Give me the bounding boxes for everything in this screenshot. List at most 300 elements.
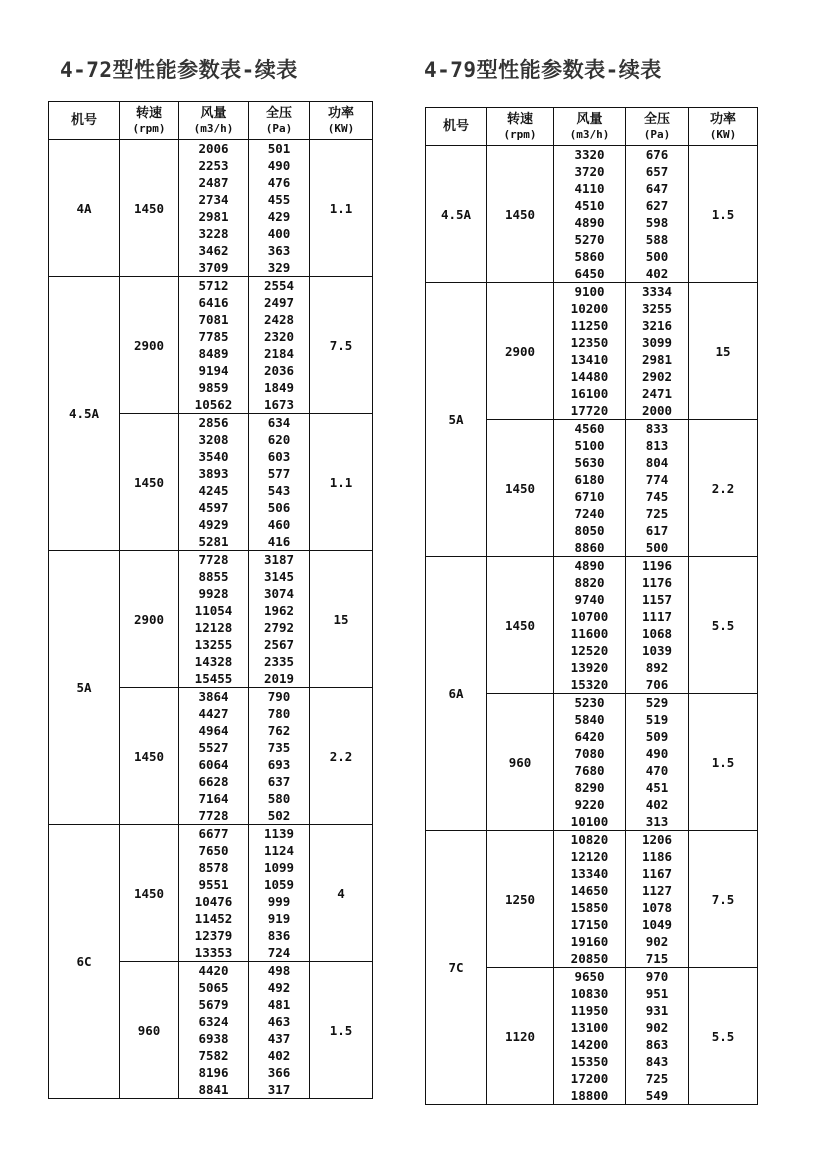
- pressure-value: 1849: [263, 380, 295, 395]
- flow-value: 6450: [574, 266, 605, 281]
- table-row: [426, 831, 758, 968]
- pressure-value: 501: [267, 141, 291, 156]
- flow-cell: [179, 140, 249, 277]
- flow-value: 19160: [570, 934, 609, 949]
- pressure-value: 637: [267, 774, 291, 789]
- pressure-value: 588: [645, 232, 669, 247]
- pressure-value: 892: [645, 660, 669, 675]
- flow-value: 6938: [198, 1031, 229, 1046]
- pressure-value: 951: [645, 986, 669, 1001]
- pressure-value: 500: [645, 540, 669, 555]
- flow-cell: [554, 557, 626, 694]
- flow-cell: [554, 146, 626, 283]
- pressure-value: 455: [267, 192, 291, 207]
- pressure-value: 506: [267, 500, 291, 515]
- pressure-value: 363: [267, 243, 291, 258]
- power-cell: 5.5: [689, 557, 758, 694]
- flow-cell: [554, 694, 626, 831]
- flow-value: 15455: [194, 671, 233, 686]
- table-title-4-79: 4-79型性能参数表-续表: [424, 58, 662, 82]
- table-row: [49, 551, 373, 688]
- pressure-value: 317: [267, 1082, 291, 1097]
- flow-value: 7240: [574, 506, 605, 521]
- flow-value: 9220: [574, 797, 605, 812]
- pressure-value: 833: [645, 421, 669, 436]
- flow-value: 8841: [198, 1082, 229, 1097]
- pressure-value: 470: [645, 763, 669, 778]
- flow-value: 4597: [198, 500, 229, 515]
- power-cell: 15: [689, 283, 758, 420]
- pressure-value: 724: [267, 945, 291, 960]
- table-row: [426, 283, 758, 420]
- pressure-value: 647: [645, 181, 669, 196]
- pressure-value: 460: [267, 517, 291, 532]
- flow-value: 7080: [574, 746, 605, 761]
- flow-value: 13255: [194, 637, 233, 652]
- flow-value: 13353: [194, 945, 233, 960]
- flow-value: 6324: [198, 1014, 229, 1029]
- flow-value: 5840: [574, 712, 605, 727]
- pressure-value: 549: [645, 1088, 669, 1103]
- flow-value: 17150: [570, 917, 609, 932]
- flow-value: 4560: [574, 421, 605, 436]
- pressure-value: 529: [645, 695, 669, 710]
- header-model: 机号: [49, 102, 120, 140]
- flow-value: 7680: [574, 763, 605, 778]
- flow-value: 5230: [574, 695, 605, 710]
- speed-cell: 1450: [487, 146, 554, 283]
- pressure-value: 2428: [263, 312, 295, 327]
- pressure-value: 617: [645, 523, 669, 538]
- pressure-value: 725: [645, 1071, 669, 1086]
- speed-cell: 960: [120, 962, 179, 1099]
- speed-cell: 1450: [120, 825, 179, 962]
- pressure-value: 416: [267, 534, 291, 549]
- flow-value: 3864: [198, 689, 229, 704]
- flow-value: 13340: [570, 866, 609, 881]
- table-row: [49, 277, 373, 414]
- pressure-value: 502: [267, 808, 291, 823]
- pressure-value: 1059: [263, 877, 295, 892]
- flow-value: 15850: [570, 900, 609, 915]
- flow-value: 3720: [574, 164, 605, 179]
- header-pressure: 全压 (Pa): [626, 108, 689, 146]
- speed-cell: 2900: [120, 277, 179, 414]
- flow-value: 6628: [198, 774, 229, 789]
- flow-value: 6064: [198, 757, 229, 772]
- header-power: 功率 (KW): [310, 102, 373, 140]
- flow-value: 17200: [570, 1071, 609, 1086]
- pressure-cell: [626, 694, 689, 831]
- flow-value: 7785: [198, 329, 229, 344]
- model-cell: 6C: [49, 825, 120, 1099]
- pressure-cell: [249, 551, 310, 688]
- flow-value: 6710: [574, 489, 605, 504]
- flow-value: 5100: [574, 438, 605, 453]
- table-row: [426, 557, 758, 694]
- pressure-value: 780: [267, 706, 291, 721]
- table-header-row: [49, 102, 373, 140]
- pressure-value: 1124: [263, 843, 295, 858]
- pressure-value: 2554: [263, 278, 295, 293]
- flow-value: 6420: [574, 729, 605, 744]
- pressure-value: 1167: [641, 866, 673, 881]
- flow-value: 10562: [194, 397, 233, 412]
- pressure-value: 402: [267, 1048, 291, 1063]
- speed-cell: 2900: [120, 551, 179, 688]
- speed-cell: 1450: [487, 420, 554, 557]
- flow-cell: [179, 688, 249, 825]
- flow-value: 9859: [198, 380, 229, 395]
- flow-value: 2734: [198, 192, 229, 207]
- flow-value: 14200: [570, 1037, 609, 1052]
- pressure-value: 999: [267, 894, 291, 909]
- model-cell: 7C: [426, 831, 487, 1105]
- pressure-value: 2036: [263, 363, 295, 378]
- pressure-value: 2000: [641, 403, 673, 418]
- pressure-value: 3074: [263, 586, 295, 601]
- flow-value: 11054: [194, 603, 233, 618]
- pressure-value: 463: [267, 1014, 291, 1029]
- flow-value: 4964: [198, 723, 229, 738]
- pressure-value: 1206: [641, 832, 673, 847]
- flow-value: 12379: [194, 928, 233, 943]
- flow-value: 4510: [574, 198, 605, 213]
- flow-value: 8820: [574, 575, 605, 590]
- power-cell: 5.5: [689, 968, 758, 1105]
- flow-value: 17720: [570, 403, 609, 418]
- pressure-cell: [626, 146, 689, 283]
- flow-value: 9740: [574, 592, 605, 607]
- model-cell: 6A: [426, 557, 487, 831]
- flow-value: 5679: [198, 997, 229, 1012]
- pressure-value: 598: [645, 215, 669, 230]
- table-row: [426, 146, 758, 283]
- pressure-value: 1049: [641, 917, 673, 932]
- flow-value: 2487: [198, 175, 229, 190]
- pressure-value: 2184: [263, 346, 295, 361]
- pressure-value: 2019: [263, 671, 295, 686]
- flow-value: 8196: [198, 1065, 229, 1080]
- speed-cell: 1450: [120, 688, 179, 825]
- power-cell: 15: [310, 551, 373, 688]
- flow-value: 10100: [570, 814, 609, 829]
- pressure-value: 1117: [641, 609, 673, 624]
- table-row: [49, 140, 373, 277]
- pressure-value: 693: [267, 757, 291, 772]
- flow-value: 11250: [570, 318, 609, 333]
- flow-value: 14650: [570, 883, 609, 898]
- model-cell: 4A: [49, 140, 120, 277]
- pressure-value: 437: [267, 1031, 291, 1046]
- flow-value: 15350: [570, 1054, 609, 1069]
- performance-table-4-79: [425, 107, 758, 1105]
- flow-cell: [179, 277, 249, 414]
- pressure-value: 762: [267, 723, 291, 738]
- flow-value: 4890: [574, 558, 605, 573]
- pressure-value: 706: [645, 677, 669, 692]
- power-cell: 4: [310, 825, 373, 962]
- flow-value: 14328: [194, 654, 233, 669]
- flow-value: 15320: [570, 677, 609, 692]
- flow-value: 5860: [574, 249, 605, 264]
- flow-value: 12120: [570, 849, 609, 864]
- pressure-value: 1068: [641, 626, 673, 641]
- power-cell: 7.5: [689, 831, 758, 968]
- flow-value: 8489: [198, 346, 229, 361]
- flow-value: 4245: [198, 483, 229, 498]
- pressure-value: 836: [267, 928, 291, 943]
- pressure-value: 1139: [263, 826, 295, 841]
- pressure-cell: [626, 968, 689, 1105]
- pressure-cell: [249, 277, 310, 414]
- pressure-value: 676: [645, 147, 669, 162]
- pressure-value: 3187: [263, 552, 295, 567]
- header-power: 功率 (KW): [689, 108, 758, 146]
- flow-value: 9100: [574, 284, 605, 299]
- flow-value: 4890: [574, 215, 605, 230]
- pressure-value: 634: [267, 415, 291, 430]
- flow-value: 6416: [198, 295, 229, 310]
- pressure-value: 813: [645, 438, 669, 453]
- header-speed: 转速 (rpm): [487, 108, 554, 146]
- flow-value: 16100: [570, 386, 609, 401]
- pressure-value: 657: [645, 164, 669, 179]
- power-cell: 2.2: [310, 688, 373, 825]
- pressure-value: 863: [645, 1037, 669, 1052]
- pressure-value: 1673: [263, 397, 295, 412]
- flow-value: 7650: [198, 843, 229, 858]
- flow-value: 5270: [574, 232, 605, 247]
- power-cell: 1.1: [310, 140, 373, 277]
- flow-value: 2981: [198, 209, 229, 224]
- pressure-value: 902: [645, 934, 669, 949]
- pressure-value: 481: [267, 997, 291, 1012]
- pressure-value: 402: [645, 797, 669, 812]
- flow-value: 5065: [198, 980, 229, 995]
- pressure-value: 1099: [263, 860, 295, 875]
- flow-cell: [554, 420, 626, 557]
- pressure-value: 919: [267, 911, 291, 926]
- power-cell: 1.5: [689, 694, 758, 831]
- flow-value: 4427: [198, 706, 229, 721]
- power-cell: 2.2: [689, 420, 758, 557]
- power-cell: 1.5: [689, 146, 758, 283]
- speed-cell: 2900: [487, 283, 554, 420]
- pressure-value: 476: [267, 175, 291, 190]
- power-cell: 1.1: [310, 414, 373, 551]
- pressure-value: 366: [267, 1065, 291, 1080]
- pressure-value: 2792: [263, 620, 295, 635]
- pressure-value: 804: [645, 455, 669, 470]
- pressure-value: 735: [267, 740, 291, 755]
- flow-value: 7728: [198, 808, 229, 823]
- pressure-value: 2567: [263, 637, 295, 652]
- pressure-value: 1039: [641, 643, 673, 658]
- pressure-value: 1186: [641, 849, 673, 864]
- pressure-value: 1157: [641, 592, 673, 607]
- pressure-cell: [249, 962, 310, 1099]
- power-cell: 7.5: [310, 277, 373, 414]
- pressure-value: 519: [645, 712, 669, 727]
- pressure-value: 603: [267, 449, 291, 464]
- flow-value: 7582: [198, 1048, 229, 1063]
- flow-value: 8050: [574, 523, 605, 538]
- flow-cell: [554, 283, 626, 420]
- pressure-value: 2497: [263, 295, 295, 310]
- pressure-value: 620: [267, 432, 291, 447]
- pressure-cell: [249, 140, 310, 277]
- table-header-row: [426, 108, 758, 146]
- pressure-value: 774: [645, 472, 669, 487]
- header-pressure: 全压 (Pa): [249, 102, 310, 140]
- pressure-value: 509: [645, 729, 669, 744]
- pressure-value: 498: [267, 963, 291, 978]
- model-cell: 4.5A: [426, 146, 487, 283]
- flow-value: 20850: [570, 951, 609, 966]
- flow-value: 3320: [574, 147, 605, 162]
- pressure-value: 715: [645, 951, 669, 966]
- flow-value: 13100: [570, 1020, 609, 1035]
- speed-cell: 1450: [487, 557, 554, 694]
- pressure-value: 1127: [641, 883, 673, 898]
- pressure-value: 451: [645, 780, 669, 795]
- flow-value: 10476: [194, 894, 233, 909]
- flow-cell: [179, 962, 249, 1099]
- pressure-cell: [626, 557, 689, 694]
- pressure-value: 492: [267, 980, 291, 995]
- flow-value: 4420: [198, 963, 229, 978]
- flow-value: 9928: [198, 586, 229, 601]
- pressure-value: 3145: [263, 569, 295, 584]
- model-cell: 5A: [49, 551, 120, 825]
- pressure-cell: [626, 283, 689, 420]
- pressure-cell: [626, 420, 689, 557]
- flow-value: 10820: [570, 832, 609, 847]
- pressure-value: 1176: [641, 575, 673, 590]
- model-cell: 4.5A: [49, 277, 120, 551]
- flow-value: 3709: [198, 260, 229, 275]
- pressure-value: 3216: [641, 318, 673, 333]
- pressure-cell: [249, 688, 310, 825]
- pressure-value: 400: [267, 226, 291, 241]
- header-flow: 风量 (m3/h): [179, 102, 249, 140]
- pressure-value: 790: [267, 689, 291, 704]
- flow-value: 11452: [194, 911, 233, 926]
- flow-value: 8860: [574, 540, 605, 555]
- flow-value: 13410: [570, 352, 609, 367]
- flow-value: 10830: [570, 986, 609, 1001]
- flow-value: 7728: [198, 552, 229, 567]
- flow-value: 6677: [198, 826, 229, 841]
- flow-value: 14480: [570, 369, 609, 384]
- flow-value: 10200: [570, 301, 609, 316]
- pressure-value: 490: [267, 158, 291, 173]
- pressure-value: 2902: [641, 369, 673, 384]
- flow-cell: [179, 414, 249, 551]
- performance-table-4-72: [48, 101, 373, 1099]
- flow-value: 5281: [198, 534, 229, 549]
- pressure-value: 1196: [641, 558, 673, 573]
- flow-value: 3540: [198, 449, 229, 464]
- pressure-value: 2981: [641, 352, 673, 367]
- flow-value: 10700: [570, 609, 609, 624]
- speed-cell: 1120: [487, 968, 554, 1105]
- pressure-value: 313: [645, 814, 669, 829]
- flow-value: 13920: [570, 660, 609, 675]
- flow-value: 4110: [574, 181, 605, 196]
- pressure-value: 627: [645, 198, 669, 213]
- flow-value: 5712: [198, 278, 229, 293]
- pressure-value: 402: [645, 266, 669, 281]
- flow-value: 3462: [198, 243, 229, 258]
- flow-value: 6180: [574, 472, 605, 487]
- flow-value: 18800: [570, 1088, 609, 1103]
- pressure-value: 2335: [263, 654, 295, 669]
- table-row: [49, 825, 373, 962]
- pressure-value: 725: [645, 506, 669, 521]
- power-cell: 1.5: [310, 962, 373, 1099]
- flow-value: 5527: [198, 740, 229, 755]
- pressure-cell: [249, 414, 310, 551]
- pressure-value: 745: [645, 489, 669, 504]
- flow-value: 12350: [570, 335, 609, 350]
- flow-value: 9551: [198, 877, 229, 892]
- pressure-value: 1078: [641, 900, 673, 915]
- flow-cell: [554, 968, 626, 1105]
- pressure-value: 3255: [641, 301, 673, 316]
- header-speed: 转速 (rpm): [120, 102, 179, 140]
- pressure-value: 843: [645, 1054, 669, 1069]
- pressure-cell: [626, 831, 689, 968]
- flow-value: 3208: [198, 432, 229, 447]
- flow-value: 3228: [198, 226, 229, 241]
- pressure-value: 490: [645, 746, 669, 761]
- pressure-value: 970: [645, 969, 669, 984]
- speed-cell: 1450: [120, 140, 179, 277]
- flow-cell: [179, 825, 249, 962]
- flow-value: 8855: [198, 569, 229, 584]
- pressure-value: 429: [267, 209, 291, 224]
- flow-value: 8290: [574, 780, 605, 795]
- pressure-value: 580: [267, 791, 291, 806]
- flow-value: 2253: [198, 158, 229, 173]
- flow-value: 4929: [198, 517, 229, 532]
- pressure-value: 2471: [641, 386, 673, 401]
- flow-value: 7164: [198, 791, 229, 806]
- flow-cell: [179, 551, 249, 688]
- pressure-value: 1962: [263, 603, 295, 618]
- pressure-value: 577: [267, 466, 291, 481]
- speed-cell: 1450: [120, 414, 179, 551]
- flow-value: 2006: [198, 141, 229, 156]
- pressure-value: 543: [267, 483, 291, 498]
- flow-value: 7081: [198, 312, 229, 327]
- speed-cell: 960: [487, 694, 554, 831]
- flow-cell: [554, 831, 626, 968]
- flow-value: 11600: [570, 626, 609, 641]
- flow-value: 11950: [570, 1003, 609, 1018]
- header-model: 机号: [426, 108, 487, 146]
- pressure-value: 3099: [641, 335, 673, 350]
- flow-value: 12520: [570, 643, 609, 658]
- flow-value: 3893: [198, 466, 229, 481]
- pressure-value: 902: [645, 1020, 669, 1035]
- flow-value: 9194: [198, 363, 229, 378]
- header-flow: 风量 (m3/h): [554, 108, 626, 146]
- pressure-value: 2320: [263, 329, 295, 344]
- flow-value: 12128: [194, 620, 233, 635]
